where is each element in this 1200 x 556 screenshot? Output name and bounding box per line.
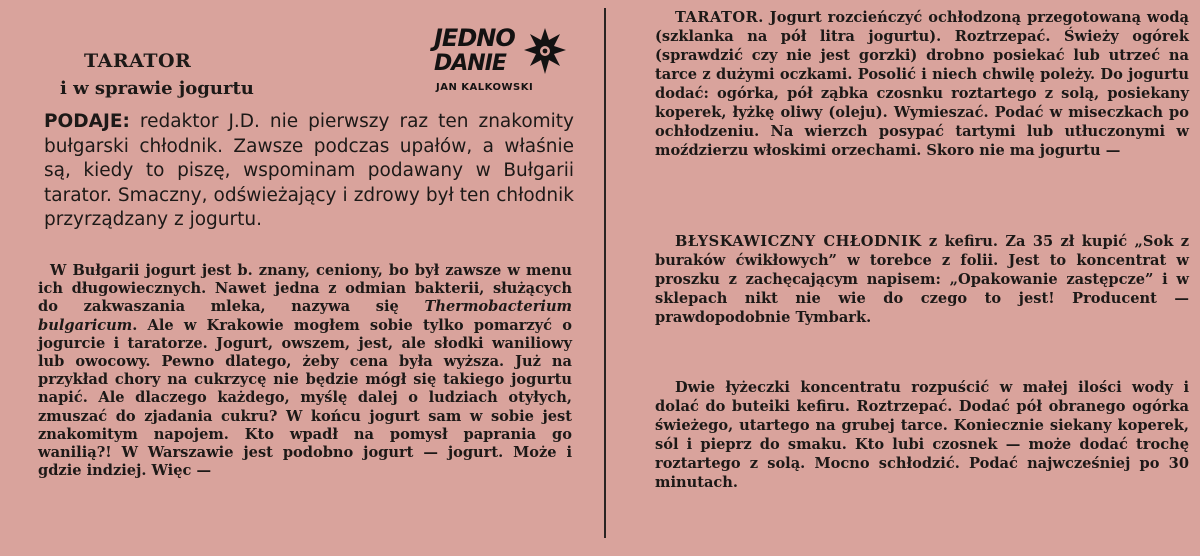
flower-icon [522,24,568,80]
column-divider [604,8,606,538]
recipe-tarator [655,8,1189,160]
lead-text: redaktor J.D. nie pierwszy raz ten znakomity bułgarski chłodnik. Zawsze podczas upałów, a właśnie są, kiedy to piszę, wspominam podawany w Bułgarii tarator. Smaczny, odświeżający i zdrowy był ten chłodnik przyrządzany z jogurtu. [44,111,574,230]
recipe-chlodnik [655,232,1189,327]
recipe-chlodnik-heading: BŁYSKAWICZNY CHŁODNIK [675,233,922,250]
body-italic-term: Thermobacterium bulgaricum [38,298,572,334]
logo-line-2: DANIE [434,51,506,76]
lead-paragraph [44,110,574,233]
left-body [38,262,572,480]
body-part-2: . Ale w Krakowie mogłem sobie tylko pomarzyć o jogurcie i taratorze. Jogurt, owszem, jest, ale słodki waniliowy lub owocowy. Pewno dlatego, żeby cena była wyższa. Już na przykład chory na cukrzycę nie będzie mógł się takiego jogurtu napić. Ale dlaczego każdego, myślę dalej o ludziach otyłych, zmuszać do zjadania cukru? W końcu jogurt sam w sobie jest znakomitym napojem. Kto wpadł na pomysł paprania go wanilią?! W Warszawie jest podobno jogurt — jogurt. Może i gdzie indziej. Więc — [38,316,572,480]
article-subtitle: i w sprawie jogurtu [60,78,254,99]
logo-author: JAN KALKOWSKI [436,82,534,93]
logo-line-1: JEDNO [434,24,515,52]
lead-prefix: PODAJE: [44,111,130,132]
recipe-chlodnik-steps: Dwie łyżeczki koncentratu rozpuścić w małej ilości wody i dolać do buteiki kefiru. Roztrzepać. Dodać pół obranego ogórka świeżego, utartego na grubej tarce. Koniecznie siekany koperek, sól i pieprz do smaku. Kto lubi czosnek — może dodać trochę roztartego z solą. Mocno schłodzić. Podać najwcześniej po 30 minutach. [655,379,1189,491]
body-part-1: W Bułgarii jogurt jest b. znany, ceniony, bo był zawsze w menu ich długowiecznych. Nawet jedna z odmian bakterii, służących do zakwaszania mleka, nazywa się [38,262,572,316]
left-body-paragraph [38,262,572,480]
recipe-chlodnik-text: z kefiru. Za 35 zł kupić „Sok z buraków ćwikłowych” w torebce z folii. Jest to koncentrat w proszku z zachęcającym napisem: „Opakowanie zastępcze” i w sklepach nikt nie wie do czego to jest! Producent — prawdopodobnie Tymbark. [655,233,1189,326]
right-column [615,0,1193,556]
article-title: TARATOR [84,50,192,72]
column-logo [432,20,572,100]
recipe-tarator-text: Jogurt rozcieńczyć ochłodzoną przegotowaną wodą (szklanka na pół litra jogurtu). Roztrzepać. Świeży ogórek (sprawdzić czy nie jest gorzki) drobno posiekać lub utrzeć na tarce z dużymi oczkami. Posolić i niech chwilę poleży. Do jogurtu dodać: ogórka, pół ząbka czosnku roztartego z solą, posiekany koperek, łyżkę oliwy (oleju). Wymieszać. Podać w miseczkach po ochłodzeniu. Na wierzch posypać tartymi lub utłuczonymi w moździerzu włoskimi orzechami. Skoro nie ma jogurtu — [655,9,1189,159]
recipe-tarator-heading: TARATOR. [675,9,764,26]
